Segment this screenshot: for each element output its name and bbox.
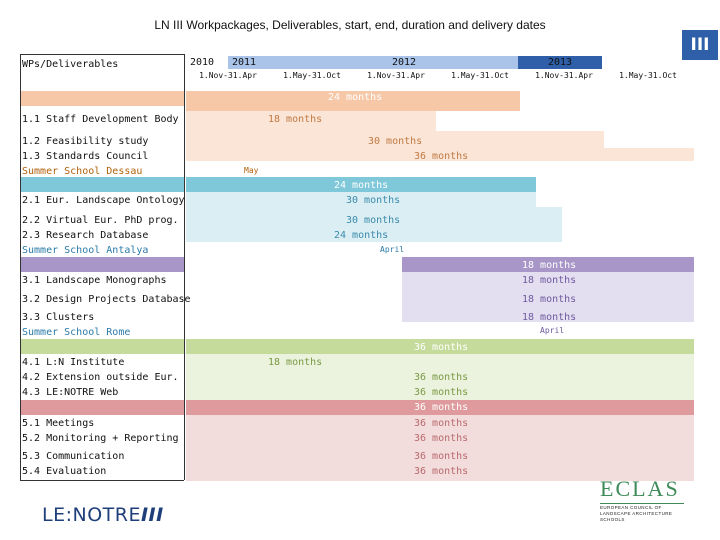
lenotre-logo [42, 504, 164, 526]
milestone-date: May [244, 166, 259, 175]
duration-label: 36 months [414, 402, 469, 413]
period-label: 1.Nov-31.Apr [199, 71, 257, 80]
lenotre-logo-suffix: III [140, 504, 164, 526]
task-label: 2.2 Virtual Eur. PhD prog. [22, 215, 179, 226]
task-label: 5.2 Monitoring + Reporting [22, 433, 179, 444]
duration-label: 18 months [522, 294, 577, 305]
task-label: 3.2 Design Projects Database [22, 294, 191, 305]
eclas-logo [600, 476, 684, 523]
milestone-date: April [540, 326, 565, 335]
duration-label: 18 months [522, 260, 577, 271]
task-label: 4.3 LE:NOTRE Web [22, 387, 119, 398]
task-label: 2.1 Eur. Landscape Ontology [22, 195, 185, 206]
milestone-label: Summer School Antalya [22, 245, 149, 256]
duration-label: 30 months [368, 136, 423, 147]
task-label: 4.1 L:N Institute [22, 357, 125, 368]
duration-label: 18 months [522, 312, 577, 323]
duration-label: 36 months [414, 418, 469, 429]
duration-label: 36 months [414, 451, 469, 462]
task-label: 5.1 Meetings [22, 418, 95, 429]
roman-numeral-badge: III [682, 30, 718, 60]
wp1-row-band [21, 91, 184, 106]
duration-label: 36 months [414, 342, 469, 353]
task-label: 2.3 Research Database [22, 230, 149, 241]
column-divider [184, 54, 185, 480]
year-label-2011: 2011 [232, 57, 257, 68]
period-label: 1.May-31.Oct [451, 71, 509, 80]
task-label: 3.1 Landscape Monographs [22, 275, 167, 286]
wp3-row-band [21, 257, 184, 272]
lenotre-logo-text: LE:NOTRE [42, 504, 141, 526]
duration-label: 24 months [334, 180, 389, 191]
duration-label: 18 months [268, 114, 323, 125]
duration-label: 24 months [328, 92, 383, 103]
duration-label: 36 months [414, 433, 469, 444]
task-label: 5.4 Evaluation [22, 466, 107, 477]
eclas-sub-line: SCHOOLS [600, 517, 625, 522]
eclas-sub-line: EUROPEAN COUNCIL OF [600, 505, 662, 510]
duration-label: 36 months [414, 372, 469, 383]
eclas-sub-line: LANDSCAPE ARCHITECTURE [600, 511, 673, 516]
task-label: 3.3 Clusters [22, 312, 95, 323]
wp4-row-band [21, 339, 184, 354]
duration-label: 24 months [334, 230, 389, 241]
year-label-2012: 2012 [392, 57, 417, 68]
duration-label: 36 months [414, 387, 469, 398]
year-label-2013: 2013 [548, 57, 573, 68]
task-label: 5.3 Communication [22, 451, 125, 462]
period-label: 1.May-31.Oct [619, 71, 677, 80]
eclas-logo-subtitle [600, 505, 684, 523]
milestone-date: April [380, 245, 405, 254]
year-label-2010: 2010 [190, 57, 215, 68]
table-top-border [20, 54, 184, 55]
duration-label: 36 months [414, 151, 469, 162]
milestone-label: Summer School Rome [22, 327, 131, 338]
eclas-logo-word: ECLAS [600, 476, 680, 501]
page-title: LN III Workpackages, Deliverables, start, end, duration and delivery dates [154, 18, 546, 32]
duration-label: 30 months [346, 195, 401, 206]
period-label: 1.Nov-31.Apr [367, 71, 425, 80]
table-bottom-border [20, 480, 184, 481]
duration-label: 36 months [414, 466, 469, 477]
period-label: 1.May-31.Oct [283, 71, 341, 80]
column-header-label: WPs/Deliverables [22, 59, 119, 70]
period-label: 1.Nov-31.Apr [535, 71, 593, 80]
duration-label: 18 months [268, 357, 323, 368]
wp2-row-band [21, 177, 184, 192]
task-label: 4.2 Extension outside Eur. [22, 372, 179, 383]
task-label: 1.1 Staff Development Body [22, 114, 179, 125]
eclas-logo-rule [600, 503, 684, 504]
task-label: 1.3 Standards Council [22, 151, 149, 162]
wp5-row-band [21, 400, 184, 415]
task-label: 1.2 Feasibility study [22, 136, 149, 147]
duration-label: 30 months [346, 215, 401, 226]
duration-label: 18 months [522, 275, 577, 286]
milestone-label: Summer School Dessau [22, 166, 143, 177]
